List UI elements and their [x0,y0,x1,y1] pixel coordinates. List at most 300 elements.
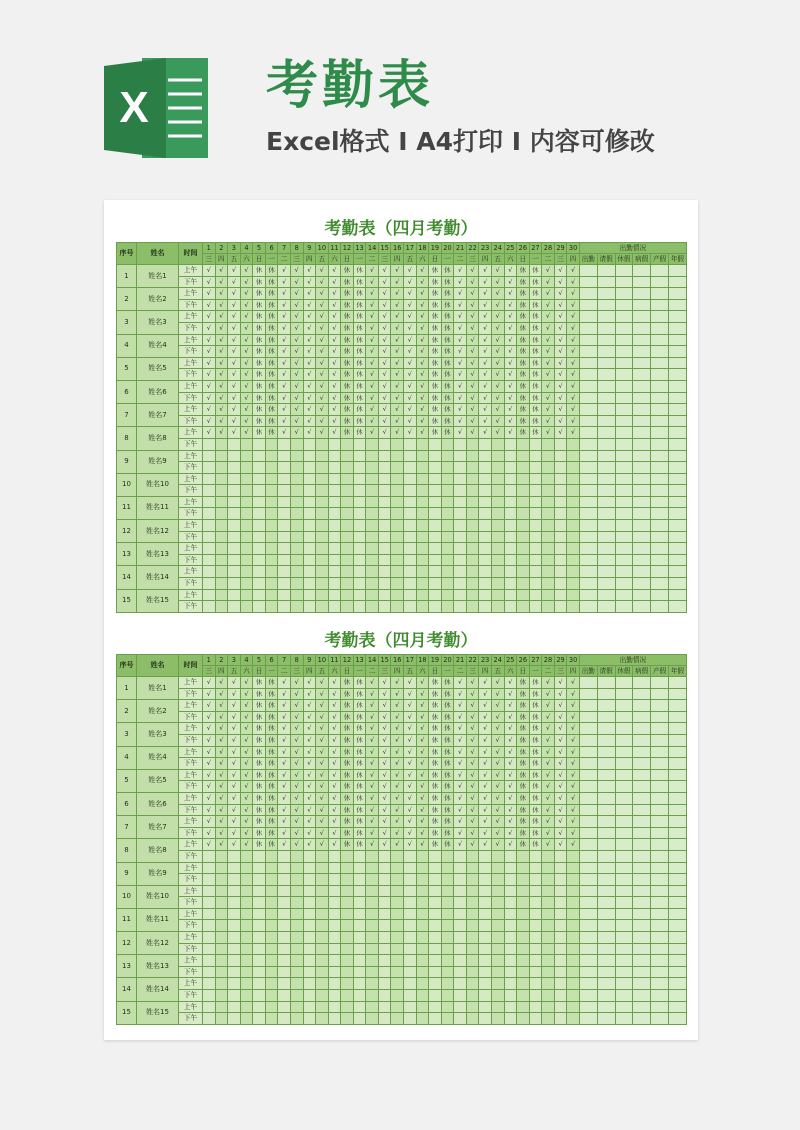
attendance-cell[interactable]: √ [542,734,555,746]
attendance-cell[interactable]: √ [240,276,253,288]
attendance-cell[interactable] [341,850,354,862]
header-day[interactable]: 13 [353,243,366,254]
attendance-cell[interactable] [253,578,266,590]
attendance-cell[interactable] [529,874,542,886]
attendance-cell[interactable] [567,554,580,566]
attendance-cell[interactable]: √ [391,723,404,735]
attendance-cell[interactable] [353,978,366,990]
summary-cell[interactable] [597,1013,615,1025]
attendance-cell[interactable]: √ [479,792,492,804]
header-weekday[interactable]: 三 [203,666,216,677]
attendance-cell[interactable] [378,438,391,450]
attendance-cell[interactable]: 休 [265,288,278,300]
attendance-cell[interactable] [504,1013,517,1025]
attendance-cell[interactable] [479,885,492,897]
attendance-cell[interactable]: √ [391,392,404,404]
attendance-cell[interactable]: √ [215,839,228,851]
summary-cell[interactable] [651,299,669,311]
attendance-cell[interactable] [366,920,379,932]
attendance-cell[interactable] [517,520,530,532]
attendance-cell[interactable]: √ [203,415,216,427]
row-time[interactable]: 上午 [179,566,203,578]
attendance-cell[interactable] [265,508,278,520]
attendance-cell[interactable]: √ [454,769,467,781]
row-time[interactable]: 上午 [179,839,203,851]
attendance-cell[interactable]: 休 [265,688,278,700]
attendance-cell[interactable]: √ [491,758,504,770]
summary-cell[interactable] [579,311,597,323]
attendance-cell[interactable]: √ [228,734,241,746]
summary-cell[interactable] [597,265,615,277]
summary-cell[interactable] [633,288,651,300]
attendance-cell[interactable] [228,589,241,601]
summary-cell[interactable] [633,978,651,990]
attendance-cell[interactable]: √ [416,677,429,689]
attendance-cell[interactable] [215,566,228,578]
row-time[interactable]: 下午 [179,299,203,311]
attendance-cell[interactable]: √ [404,288,417,300]
attendance-cell[interactable]: 休 [441,369,454,381]
attendance-cell[interactable] [228,1001,241,1013]
attendance-cell[interactable]: √ [567,276,580,288]
attendance-cell[interactable] [441,920,454,932]
attendance-cell[interactable]: 休 [529,769,542,781]
summary-cell[interactable] [651,392,669,404]
attendance-cell[interactable] [215,578,228,590]
attendance-cell[interactable]: √ [316,265,329,277]
attendance-cell[interactable]: √ [391,688,404,700]
summary-cell[interactable] [597,404,615,416]
attendance-cell[interactable] [554,554,567,566]
attendance-cell[interactable] [504,496,517,508]
attendance-cell[interactable]: √ [479,299,492,311]
attendance-cell[interactable] [215,554,228,566]
attendance-cell[interactable] [554,578,567,590]
row-time[interactable]: 下午 [179,485,203,497]
attendance-cell[interactable] [328,885,341,897]
attendance-cell[interactable] [353,531,366,543]
attendance-cell[interactable]: √ [228,711,241,723]
summary-cell[interactable] [669,1001,687,1013]
attendance-cell[interactable]: √ [316,839,329,851]
header-weekday[interactable]: 日 [341,254,354,265]
attendance-cell[interactable]: 休 [253,415,266,427]
attendance-cell[interactable] [203,473,216,485]
attendance-cell[interactable]: √ [378,288,391,300]
attendance-cell[interactable] [253,566,266,578]
summary-cell[interactable] [651,531,669,543]
attendance-cell[interactable]: √ [278,265,291,277]
attendance-cell[interactable] [404,897,417,909]
summary-cell[interactable] [615,322,633,334]
header-day[interactable]: 29 [554,243,567,254]
summary-cell[interactable] [579,1013,597,1025]
attendance-cell[interactable]: √ [491,427,504,439]
summary-cell[interactable] [669,299,687,311]
attendance-cell[interactable]: 休 [429,723,442,735]
attendance-cell[interactable]: 休 [429,827,442,839]
attendance-cell[interactable] [404,462,417,474]
attendance-cell[interactable] [353,1013,366,1025]
summary-cell[interactable] [651,897,669,909]
attendance-cell[interactable]: √ [228,792,241,804]
attendance-cell[interactable] [215,438,228,450]
row-time[interactable]: 上午 [179,288,203,300]
attendance-cell[interactable] [429,554,442,566]
attendance-cell[interactable]: √ [479,746,492,758]
summary-cell[interactable] [669,758,687,770]
attendance-cell[interactable]: √ [203,288,216,300]
row-time[interactable]: 上午 [179,769,203,781]
attendance-cell[interactable] [542,862,555,874]
header-day[interactable]: 23 [479,243,492,254]
summary-cell[interactable] [633,485,651,497]
attendance-cell[interactable] [517,485,530,497]
header-day[interactable]: 17 [404,655,417,666]
header-day[interactable]: 7 [278,655,291,666]
attendance-cell[interactable]: 休 [529,334,542,346]
summary-cell[interactable] [651,288,669,300]
attendance-cell[interactable] [341,885,354,897]
attendance-cell[interactable] [429,1001,442,1013]
attendance-cell[interactable]: √ [378,369,391,381]
attendance-cell[interactable]: √ [328,392,341,404]
attendance-cell[interactable]: √ [215,746,228,758]
attendance-cell[interactable]: √ [491,276,504,288]
header-day[interactable]: 21 [454,655,467,666]
attendance-cell[interactable]: √ [328,415,341,427]
row-name[interactable]: 姓名1 [137,265,179,288]
header-weekday[interactable]: 四 [567,254,580,265]
row-name[interactable]: 姓名8 [137,839,179,862]
attendance-cell[interactable]: 休 [353,276,366,288]
attendance-cell[interactable] [567,932,580,944]
attendance-cell[interactable]: √ [278,746,291,758]
attendance-cell[interactable]: √ [215,804,228,816]
summary-cell[interactable] [597,978,615,990]
attendance-cell[interactable] [290,920,303,932]
attendance-cell[interactable]: √ [278,688,291,700]
summary-cell[interactable] [651,746,669,758]
attendance-cell[interactable] [240,862,253,874]
row-time[interactable]: 下午 [179,531,203,543]
attendance-cell[interactable] [517,554,530,566]
attendance-cell[interactable] [479,966,492,978]
attendance-cell[interactable] [441,943,454,955]
attendance-cell[interactable] [542,578,555,590]
attendance-cell[interactable] [504,862,517,874]
summary-cell[interactable] [669,700,687,712]
attendance-cell[interactable]: √ [316,677,329,689]
attendance-cell[interactable] [303,520,316,532]
header-day[interactable]: 4 [240,655,253,666]
attendance-cell[interactable]: √ [454,265,467,277]
row-time[interactable]: 上午 [179,816,203,828]
header-day[interactable]: 14 [366,655,379,666]
attendance-cell[interactable]: √ [328,369,341,381]
attendance-cell[interactable] [278,438,291,450]
attendance-cell[interactable] [265,885,278,897]
attendance-cell[interactable]: √ [303,746,316,758]
attendance-cell[interactable] [479,990,492,1002]
attendance-cell[interactable]: 休 [253,734,266,746]
attendance-cell[interactable]: √ [366,839,379,851]
summary-cell[interactable] [597,357,615,369]
attendance-cell[interactable]: 休 [265,404,278,416]
attendance-cell[interactable]: √ [454,369,467,381]
attendance-cell[interactable]: √ [542,392,555,404]
attendance-cell[interactable]: √ [290,357,303,369]
summary-cell[interactable] [615,990,633,1002]
attendance-cell[interactable]: √ [404,404,417,416]
attendance-cell[interactable] [454,850,467,862]
attendance-cell[interactable]: √ [404,758,417,770]
attendance-cell[interactable] [504,1001,517,1013]
attendance-cell[interactable]: 休 [529,265,542,277]
attendance-cell[interactable] [517,920,530,932]
attendance-cell[interactable] [542,566,555,578]
attendance-cell[interactable] [378,566,391,578]
attendance-cell[interactable] [328,955,341,967]
attendance-cell[interactable] [491,990,504,1002]
attendance-cell[interactable] [215,932,228,944]
summary-cell[interactable] [615,804,633,816]
attendance-cell[interactable]: √ [378,700,391,712]
summary-cell[interactable] [597,380,615,392]
attendance-cell[interactable]: √ [328,723,341,735]
summary-cell[interactable] [597,531,615,543]
attendance-cell[interactable] [328,874,341,886]
attendance-cell[interactable] [466,554,479,566]
attendance-cell[interactable]: 休 [253,322,266,334]
summary-cell[interactable] [633,322,651,334]
summary-cell[interactable] [669,589,687,601]
attendance-cell[interactable]: √ [504,369,517,381]
attendance-cell[interactable]: √ [504,804,517,816]
attendance-cell[interactable]: 休 [529,827,542,839]
attendance-cell[interactable]: √ [554,369,567,381]
row-time[interactable]: 上午 [179,955,203,967]
attendance-cell[interactable] [378,955,391,967]
attendance-cell[interactable]: √ [366,700,379,712]
summary-cell[interactable] [615,816,633,828]
attendance-cell[interactable] [278,450,291,462]
header-weekday[interactable]: 一 [529,666,542,677]
attendance-cell[interactable]: 休 [341,322,354,334]
attendance-cell[interactable] [278,955,291,967]
attendance-cell[interactable] [504,554,517,566]
summary-cell[interactable] [651,862,669,874]
attendance-cell[interactable] [567,543,580,555]
attendance-cell[interactable]: √ [278,781,291,793]
attendance-cell[interactable] [391,462,404,474]
attendance-cell[interactable] [517,1013,530,1025]
attendance-cell[interactable] [416,955,429,967]
attendance-cell[interactable] [441,554,454,566]
attendance-cell[interactable] [504,601,517,613]
attendance-cell[interactable]: √ [215,688,228,700]
attendance-cell[interactable]: √ [416,334,429,346]
attendance-cell[interactable]: √ [366,369,379,381]
attendance-cell[interactable]: √ [316,827,329,839]
attendance-cell[interactable] [542,531,555,543]
row-name[interactable]: 姓名3 [137,723,179,746]
attendance-cell[interactable] [441,438,454,450]
attendance-cell[interactable] [378,1013,391,1025]
summary-cell[interactable] [597,520,615,532]
attendance-cell[interactable] [466,943,479,955]
attendance-cell[interactable] [479,1013,492,1025]
attendance-cell[interactable] [491,966,504,978]
summary-cell[interactable] [669,578,687,590]
row-index[interactable]: 6 [117,380,137,403]
header-weekday[interactable]: 日 [517,254,530,265]
attendance-cell[interactable] [240,978,253,990]
attendance-cell[interactable]: √ [366,404,379,416]
attendance-cell[interactable] [454,920,467,932]
attendance-cell[interactable] [416,897,429,909]
summary-cell[interactable] [651,357,669,369]
attendance-cell[interactable] [316,589,329,601]
attendance-cell[interactable] [328,578,341,590]
attendance-cell[interactable] [203,450,216,462]
attendance-cell[interactable]: √ [303,816,316,828]
attendance-cell[interactable]: √ [416,700,429,712]
attendance-cell[interactable] [404,485,417,497]
header-weekday[interactable]: 五 [228,666,241,677]
summary-cell[interactable] [669,554,687,566]
attendance-cell[interactable]: 休 [429,311,442,323]
row-name[interactable]: 姓名7 [137,816,179,839]
attendance-cell[interactable]: √ [378,746,391,758]
summary-cell[interactable] [651,554,669,566]
summary-cell[interactable] [669,531,687,543]
attendance-cell[interactable] [429,920,442,932]
attendance-cell[interactable] [265,462,278,474]
summary-cell[interactable] [651,677,669,689]
attendance-cell[interactable]: √ [215,415,228,427]
summary-cell[interactable] [579,566,597,578]
attendance-cell[interactable]: √ [316,357,329,369]
attendance-cell[interactable] [404,578,417,590]
header-day[interactable]: 20 [441,655,454,666]
attendance-cell[interactable] [228,978,241,990]
attendance-cell[interactable] [253,496,266,508]
attendance-cell[interactable]: √ [366,392,379,404]
summary-cell[interactable] [651,792,669,804]
attendance-cell[interactable]: √ [215,392,228,404]
attendance-cell[interactable] [316,908,329,920]
summary-cell[interactable] [669,427,687,439]
attendance-cell[interactable]: √ [416,369,429,381]
attendance-cell[interactable] [240,520,253,532]
summary-cell[interactable] [651,839,669,851]
attendance-cell[interactable]: √ [203,322,216,334]
summary-cell[interactable] [633,920,651,932]
header-weekday[interactable]: 六 [504,666,517,677]
header-weekday[interactable]: 一 [529,254,542,265]
attendance-cell[interactable] [404,920,417,932]
attendance-cell[interactable] [479,543,492,555]
summary-cell[interactable] [633,334,651,346]
summary-cell[interactable] [651,955,669,967]
attendance-cell[interactable]: √ [567,746,580,758]
row-index[interactable]: 8 [117,427,137,450]
summary-cell[interactable] [597,920,615,932]
attendance-cell[interactable] [341,978,354,990]
header-weekday[interactable]: 四 [391,666,404,677]
attendance-cell[interactable]: √ [504,334,517,346]
attendance-cell[interactable] [215,485,228,497]
header-day[interactable]: 9 [303,243,316,254]
summary-cell[interactable] [615,885,633,897]
summary-cell[interactable] [615,265,633,277]
attendance-cell[interactable] [303,473,316,485]
attendance-cell[interactable] [517,897,530,909]
attendance-cell[interactable]: √ [328,746,341,758]
attendance-cell[interactable]: 休 [353,816,366,828]
attendance-cell[interactable] [253,966,266,978]
attendance-cell[interactable]: √ [203,804,216,816]
summary-cell[interactable] [615,508,633,520]
attendance-cell[interactable] [517,508,530,520]
attendance-cell[interactable] [290,978,303,990]
attendance-cell[interactable]: √ [491,827,504,839]
attendance-cell[interactable]: √ [366,804,379,816]
attendance-cell[interactable]: √ [203,688,216,700]
summary-cell[interactable] [651,404,669,416]
summary-cell[interactable] [633,450,651,462]
attendance-cell[interactable] [504,990,517,1002]
attendance-cell[interactable] [253,908,266,920]
attendance-cell[interactable] [353,990,366,1002]
summary-cell[interactable] [615,966,633,978]
attendance-cell[interactable]: √ [542,769,555,781]
attendance-cell[interactable] [203,850,216,862]
attendance-cell[interactable]: √ [504,322,517,334]
header-weekday[interactable]: 一 [353,254,366,265]
row-time[interactable]: 下午 [179,804,203,816]
attendance-cell[interactable] [328,531,341,543]
attendance-cell[interactable] [353,897,366,909]
attendance-cell[interactable]: √ [203,839,216,851]
attendance-cell[interactable] [240,578,253,590]
attendance-cell[interactable]: √ [328,839,341,851]
attendance-cell[interactable] [404,955,417,967]
attendance-cell[interactable]: 休 [517,746,530,758]
attendance-cell[interactable]: √ [404,392,417,404]
attendance-cell[interactable] [429,496,442,508]
attendance-cell[interactable] [265,438,278,450]
attendance-cell[interactable] [404,554,417,566]
attendance-cell[interactable]: √ [290,299,303,311]
attendance-cell[interactable] [391,897,404,909]
attendance-cell[interactable]: √ [542,839,555,851]
attendance-cell[interactable]: √ [404,700,417,712]
attendance-cell[interactable]: 休 [529,276,542,288]
summary-cell[interactable] [651,589,669,601]
summary-cell[interactable] [669,369,687,381]
attendance-cell[interactable]: 休 [253,688,266,700]
attendance-cell[interactable]: √ [366,827,379,839]
summary-cell[interactable] [579,543,597,555]
attendance-cell[interactable] [567,566,580,578]
attendance-cell[interactable]: √ [479,369,492,381]
attendance-cell[interactable] [542,485,555,497]
attendance-cell[interactable]: √ [391,781,404,793]
row-name[interactable]: 姓名9 [137,862,179,885]
attendance-cell[interactable]: √ [240,369,253,381]
